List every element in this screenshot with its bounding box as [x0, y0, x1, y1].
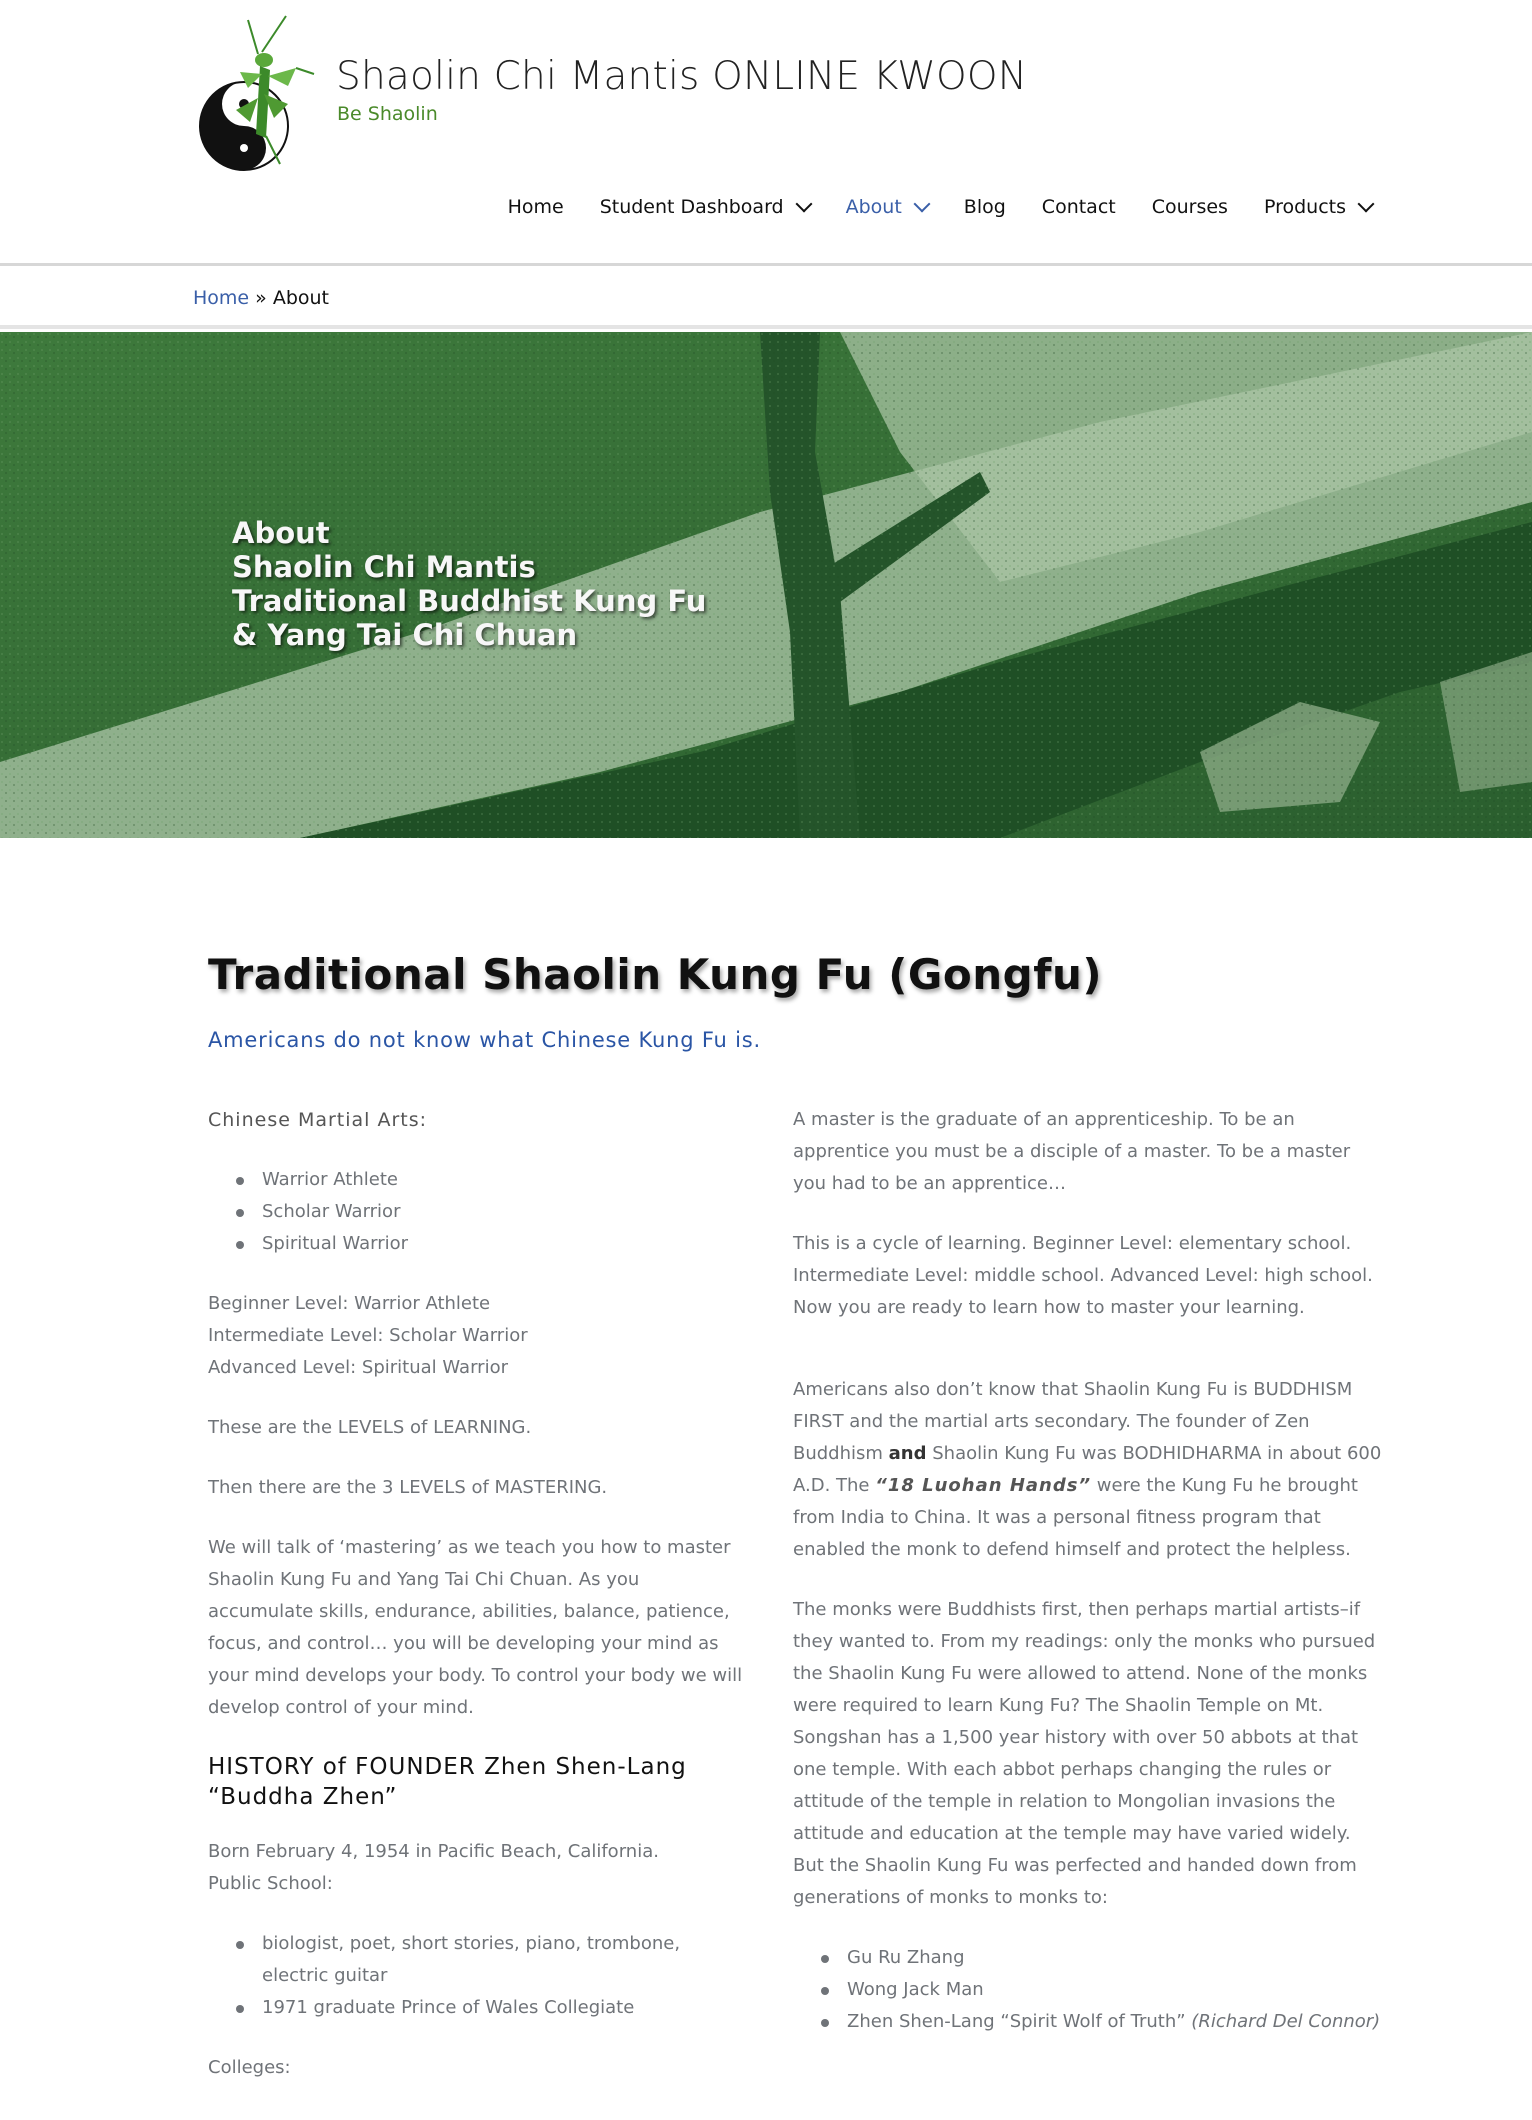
spacer: [793, 1352, 1383, 1374]
levels-paragraph: [208, 1288, 748, 1384]
text-run: Zhen Shen-Lang “Spirit Wolf of Truth”: [847, 2011, 1192, 2032]
nav-label: Courses: [1151, 196, 1228, 218]
hero-background-image: [0, 332, 1532, 838]
master-paragraph: A master is the graduate of an apprenticeship. To be an apprentice you must be a disciple of a master. To be a master you had to be an apprentice…: [793, 1109, 1351, 1194]
text-run: Shaolin Kung Fu was BODHIDHARMA in about 600 A.D. The: [793, 1443, 1382, 1496]
hero-banner: [0, 332, 1532, 838]
breadcrumb-home-link[interactable]: Home: [193, 287, 250, 309]
martial-arts-heading: Chinese Martial Arts:: [208, 1109, 428, 1131]
hero-line: Traditional Buddhist Kung Fu: [232, 584, 707, 618]
site-title[interactable]: Shaolin Chi Mantis ONLINE KWOON: [336, 54, 1028, 99]
levels-of-mastering-paragraph: Then there are the 3 LEVELS of MASTERING.: [208, 1477, 608, 1498]
hero-line: Shaolin Chi Mantis: [232, 550, 536, 584]
left-column: [208, 1104, 748, 2112]
nav-item-blog[interactable]: [964, 196, 1006, 218]
cycle-paragraph: This is a cycle of learning. Beginner Level: elementary school. Intermediate Level: middle school. Advanced Level: high school. Now you are ready to learn how to master your learning.: [793, 1233, 1373, 1318]
nav-label: Student Dashboard: [599, 196, 784, 218]
nav-item-home[interactable]: [508, 196, 564, 218]
nav-item-about[interactable]: [846, 196, 928, 218]
text-run-italic: (Richard Del Connor): [1191, 2011, 1381, 2032]
nav-label: Home: [507, 196, 564, 218]
text-run: were the Kung Fu he brought from India to China. It was a personal fitness program that enabled the monk to defend himself and protect the helpless.: [793, 1475, 1358, 1560]
right-column: [793, 1104, 1383, 2066]
lineage-list: [793, 1942, 1383, 2038]
list-item: 1971 graduate Prince of Wales Collegiate: [208, 1992, 748, 2024]
mastering-paragraph: We will talk of ‘mastering’ as we teach you how to master Shaolin Kung Fu and Yang Tai Chi Chuan. As you accumulate skills, endurance, abilities, balance, patience, focus, and control… you will be developing your mind as your mind develops your body. To control your body we will develop control of your mind.: [208, 1537, 743, 1718]
hero-line: & Yang Tai Chi Chuan: [232, 618, 578, 652]
list-item: Scholar Warrior: [208, 1196, 748, 1228]
buddhism-paragraph: [793, 1374, 1383, 1566]
level-line: Advanced Level: Spiritual Warrior: [208, 1357, 508, 1378]
chevron-down-icon[interactable]: [1358, 195, 1375, 212]
nav-label: Products: [1263, 196, 1346, 218]
list-item: [793, 2006, 1383, 2038]
site-tagline: Be Shaolin: [337, 103, 438, 125]
mantis-yin-yang-logo[interactable]: [196, 14, 316, 174]
list-item: biologist, poet, short stories, piano, trombone, electric guitar: [208, 1928, 748, 1992]
colleges-line: Colleges:: [208, 2057, 291, 2078]
monks-paragraph: The monks were Buddhists first, then perhaps martial artists–if they wanted to. From my readings: only the monks who pursued the Shaolin Kung Fu were allowed to attend. None of the monks were required to learn Kung Fu? The Shaolin Temple on Mt. Songshan has a 1,500 year history with over 50 abbots at that one temple. With each abbot perhaps changing the rules or attitude of the temple in relation to Mongolian invasions the attitude and education at the temple may have varied widely. But the Shaolin Kung Fu was perfected and handed down from generations of monks to monks to:: [793, 1599, 1376, 1908]
public-school-line: Public School:: [208, 1873, 333, 1894]
hero-heading: [232, 516, 706, 652]
level-line: Intermediate Level: Scholar Warrior: [208, 1325, 528, 1346]
breadcrumb-current: About: [272, 287, 330, 309]
list-item: Gu Ru Zhang: [793, 1942, 1383, 1974]
levels-of-learning-paragraph: These are the LEVELS of LEARNING.: [208, 1417, 532, 1438]
list-item: Wong Jack Man: [793, 1974, 1383, 2006]
nav-item-contact[interactable]: [1042, 196, 1116, 218]
text-run-bold: and: [888, 1443, 927, 1464]
breadcrumb-bar: [0, 269, 1532, 329]
nav-label: Blog: [963, 196, 1006, 218]
history-heading: HISTORY of FOUNDER Zhen Shen-Lang “Buddha Zhen”: [208, 1754, 687, 1810]
hero-line: About: [232, 516, 330, 550]
text-run: Americans also don’t know that Shaolin Kung Fu is BUDDHISM FIRST and the martial arts secondary. The founder of Zen Buddhism: [793, 1379, 1353, 1464]
born-line: Born February 4, 1954 in Pacific Beach, California.: [208, 1841, 659, 1862]
nav-item-products[interactable]: [1264, 196, 1372, 218]
chevron-down-icon[interactable]: [913, 195, 930, 212]
list-item: Spiritual Warrior: [208, 1228, 748, 1260]
school-list: [208, 1928, 748, 2024]
breadcrumb: [193, 287, 329, 309]
breadcrumb-separator: »: [255, 287, 267, 309]
nav-label: About: [845, 196, 902, 218]
birth-paragraph: [208, 1836, 748, 1900]
warrior-list: [208, 1164, 748, 1260]
nav-item-courses[interactable]: [1152, 196, 1228, 218]
chevron-down-icon[interactable]: [795, 195, 812, 212]
page-title: Traditional Shaolin Kung Fu (Gongfu): [208, 950, 1103, 999]
site-header: [0, 0, 1532, 266]
level-line: Beginner Level: Warrior Athlete: [208, 1293, 491, 1314]
nav-label: Contact: [1041, 196, 1116, 218]
main-navigation: [472, 196, 1372, 218]
luohan-hands-emphasis: “18 Luohan Hands”: [875, 1475, 1092, 1496]
nav-item-student-dashboard[interactable]: [600, 196, 810, 218]
page-subtitle: Americans do not know what Chinese Kung Fu is.: [208, 1028, 761, 1052]
list-item: Warrior Athlete: [208, 1164, 748, 1196]
